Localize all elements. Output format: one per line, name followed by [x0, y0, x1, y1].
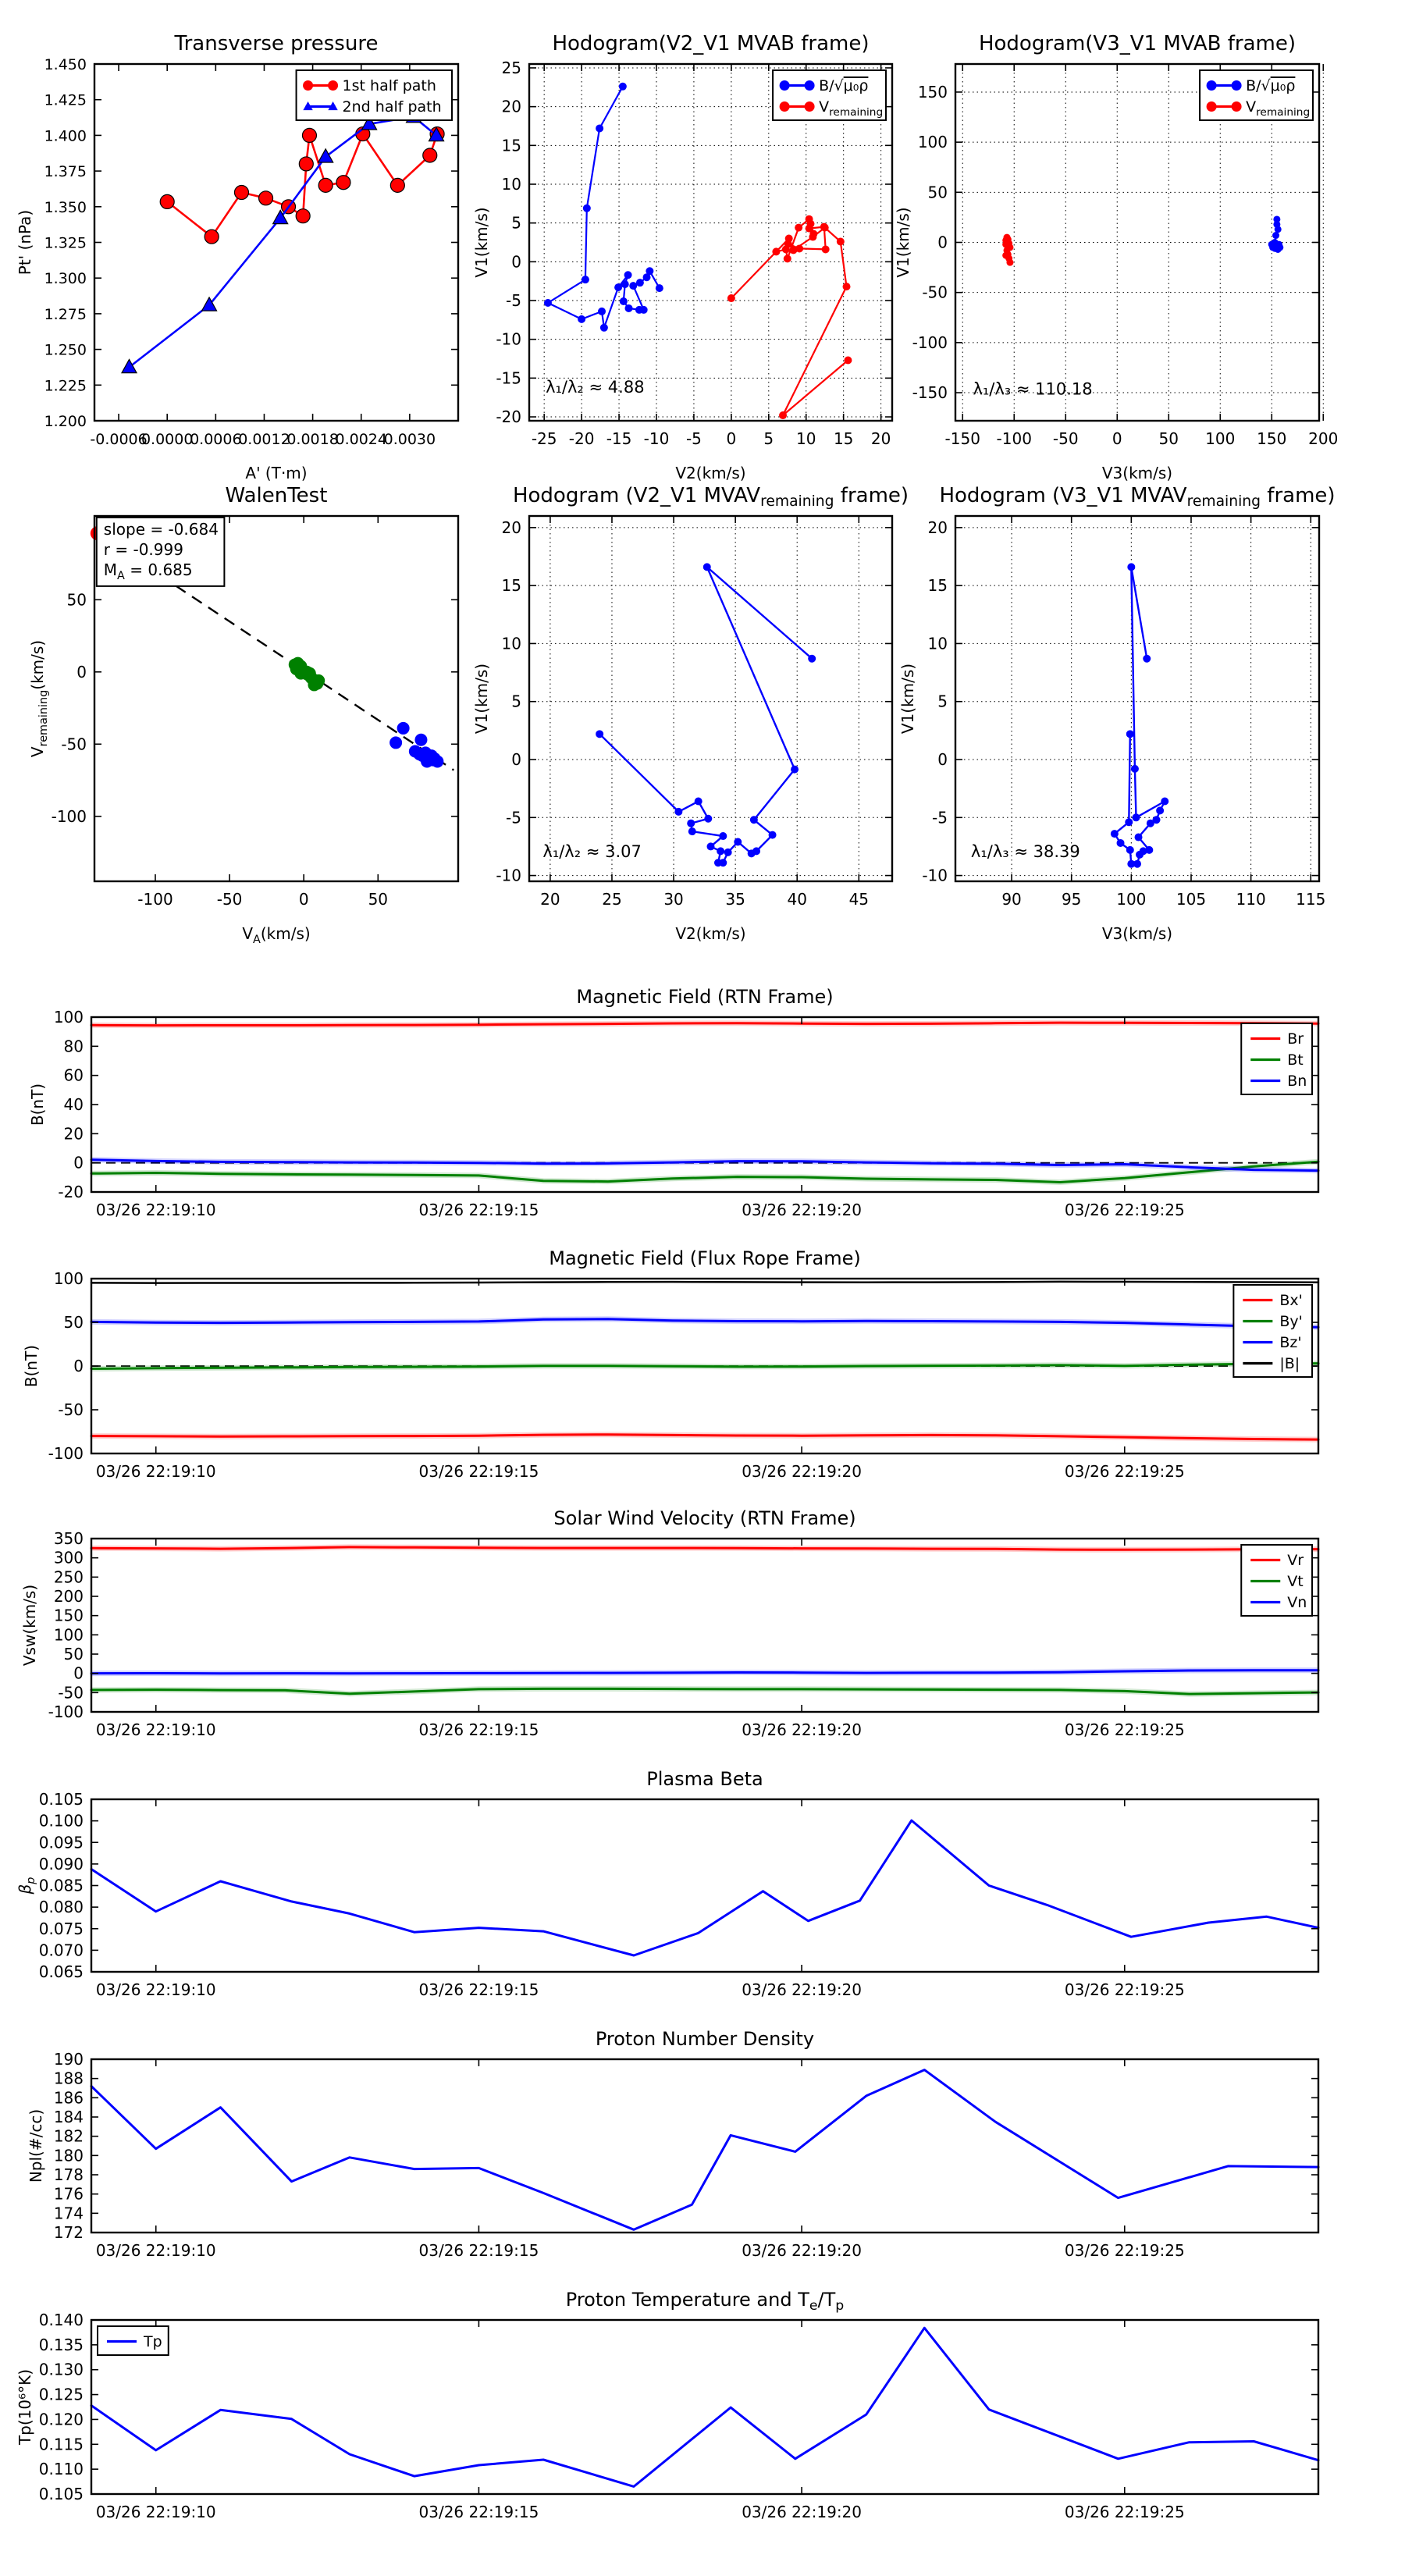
y-tick-label: 10 — [927, 634, 948, 653]
y-tick-label: 15 — [501, 576, 521, 596]
y-tick-label: 0.125 — [38, 2385, 84, 2404]
y-tick-label: -50 — [58, 1683, 84, 1703]
x-tick-label: 03/26 22:19:15 — [418, 1201, 539, 1219]
series-Npl — [91, 2070, 1318, 2230]
x-tick-label: 03/26 22:19:15 — [418, 1720, 539, 1739]
legend — [1200, 70, 1313, 120]
x-tick-label: 105 — [1176, 890, 1207, 909]
legend-label: Br — [1287, 1030, 1304, 1048]
y-tick-label: 50 — [63, 1645, 84, 1663]
series-Vr — [91, 1547, 1318, 1550]
y-tick-label: 0 — [76, 662, 87, 681]
y-tick-label: -15 — [496, 368, 521, 388]
series-V-remaining — [1002, 234, 1013, 266]
x-tick-label: 30 — [663, 890, 684, 909]
y-tick-label: 0.065 — [38, 1962, 84, 1981]
chart-title: Magnetic Field (RTN Frame) — [576, 986, 834, 1008]
y-tick-label: 0 — [937, 750, 948, 769]
legend-label: Tp — [144, 2333, 162, 2350]
chart-title: Hodogram(V2_V1 MVAB frame) — [552, 32, 870, 55]
y-tick-label: 176 — [53, 2184, 84, 2204]
y-tick-label: 100 — [53, 1625, 84, 1645]
y-tick-label: 0.085 — [38, 1876, 84, 1895]
legend-label: B/√μ₀ρ — [819, 77, 869, 94]
legend — [297, 70, 452, 120]
x-tick-label: 03/26 22:19:25 — [1064, 2503, 1185, 2521]
y-tick-label: -20 — [496, 407, 521, 427]
x-tick-label: 110 — [1236, 890, 1266, 909]
legend-label: Vt — [1287, 1573, 1304, 1590]
legend-label: Bz' — [1279, 1334, 1302, 1351]
x-tick-label: 03/26 22:19:20 — [742, 1980, 863, 1999]
y-tick-label: 0 — [511, 252, 521, 272]
chart-title: Proton Number Density — [595, 2028, 815, 2050]
series-outbound-cluster — [389, 722, 443, 768]
y-tick-label: 200 — [53, 1587, 84, 1606]
y-tick-label: 0.105 — [38, 2485, 84, 2503]
x-tick-label: 03/26 22:19:20 — [742, 1201, 863, 1219]
x-tick-label: 35 — [725, 890, 745, 909]
y-tick-label: -100 — [48, 1703, 84, 1721]
x-tick-label: 03/26 22:19:20 — [742, 2503, 863, 2521]
y-tick-label: 300 — [53, 1548, 84, 1567]
x-tick-label: 03/26 22:19:10 — [95, 2241, 216, 2260]
y-tick-label: 25 — [501, 58, 521, 77]
y-tick-label: 20 — [63, 1124, 84, 1144]
x-axis-label: V2(km/s) — [675, 924, 746, 943]
x-tick-label: -100 — [996, 429, 1032, 448]
x-axis-label: A' (T·m) — [245, 464, 308, 482]
series-B-over-sqrt-mu0rho — [1268, 215, 1284, 253]
x-tick-label: 03/26 22:19:20 — [742, 2241, 863, 2260]
x-tick-label: -50 — [1052, 429, 1079, 448]
chart-proton-temperature — [16, 2289, 1318, 2521]
y-axis-label: Pt' (nPa) — [16, 209, 34, 276]
y-tick-label: -20 — [58, 1183, 84, 1201]
annotation-box — [97, 518, 225, 586]
y-tick-label: 60 — [63, 1066, 84, 1085]
y-tick-label: 186 — [53, 2088, 84, 2108]
y-tick-label: 190 — [53, 2050, 84, 2069]
chart-hodogram-v3v1-mvav — [898, 484, 1336, 943]
y-tick-label: 350 — [53, 1529, 84, 1548]
y-tick-label: 1.400 — [44, 127, 87, 145]
x-tick-label: 03/26 22:19:15 — [418, 1462, 539, 1481]
annotation: λ₁/λ₂ ≈ 4.88 — [546, 378, 645, 397]
y-tick-label: -50 — [61, 735, 87, 754]
x-tick-label: 150 — [1257, 429, 1287, 448]
x-tick-label: 03/26 22:19:25 — [1064, 1462, 1185, 1481]
series-Tp — [91, 2328, 1318, 2486]
series-Bz-prime — [91, 1319, 1318, 1328]
y-axis-label: V1(km/s) — [472, 663, 491, 735]
y-tick-label: 5 — [511, 692, 521, 711]
x-axis-label: V2(km/s) — [675, 464, 746, 482]
y-tick-label: 0 — [73, 1153, 84, 1172]
y-tick-label: 0.130 — [38, 2360, 84, 2379]
y-tick-label: 80 — [63, 1037, 84, 1056]
x-tick-label: 10 — [796, 429, 816, 448]
plot-frame — [91, 1539, 1318, 1712]
y-tick-label: 0.095 — [38, 1833, 84, 1852]
y-axis-label: $\beta_p$ — [16, 1877, 37, 1895]
chart-title: Proton Temperature and $T_e/T_p$ — [565, 2289, 845, 2314]
series-2nd half path — [122, 109, 444, 373]
y-tick-label: 250 — [53, 1567, 84, 1587]
y-tick-label: 100 — [917, 133, 948, 152]
legend-label: 2nd half path — [342, 98, 442, 116]
chart-proton-number-density — [27, 2028, 1318, 2260]
y-axis-label: Vsw(km/s) — [20, 1584, 39, 1667]
plot-frame — [955, 516, 1319, 881]
x-tick-label: 50 — [1158, 429, 1179, 448]
x-tick-label: 03/26 22:19:25 — [1064, 1980, 1185, 1999]
y-axis-label: V1(km/s) — [898, 663, 917, 735]
chart-walen-test — [28, 484, 458, 946]
y-tick-label: -100 — [51, 806, 87, 826]
x-tick-label: 03/26 22:19:25 — [1064, 2241, 1185, 2260]
y-tick-label: 182 — [53, 2126, 84, 2146]
series-B-magnitude — [91, 1282, 1318, 1283]
grid — [955, 516, 1319, 881]
y-tick-label: -5 — [506, 291, 521, 311]
y-tick-label: 188 — [53, 2069, 84, 2088]
chart-title: Hodogram (V3_V1 MVAVremaining frame) — [939, 484, 1336, 510]
chart-title: WalenTest — [225, 484, 328, 507]
plot-frame — [91, 2059, 1318, 2233]
y-tick-label: 40 — [63, 1095, 84, 1114]
chart-hodogram-v3v1-mvab — [894, 32, 1338, 482]
series-V-remaining-trace — [1111, 563, 1168, 867]
y-axis-label: Tp(10⁶°K) — [16, 2368, 34, 2446]
y-tick-label: 0.070 — [38, 1941, 84, 1960]
x-tick-label: 115 — [1296, 890, 1326, 909]
legend-label: Bn — [1287, 1073, 1307, 1090]
y-tick-label: 1.375 — [44, 163, 87, 181]
legend-label: $V_{remaining}$ — [819, 98, 884, 119]
legend — [98, 2326, 169, 2355]
series-Br — [91, 1023, 1318, 1026]
y-tick-label: -10 — [922, 866, 948, 885]
y-tick-label: 0 — [73, 1663, 84, 1683]
chart-plasma-beta — [16, 1768, 1318, 1999]
y-axis-label: $V_{remaining}(km/s)$ — [28, 639, 50, 758]
x-tick-label: 200 — [1308, 429, 1339, 448]
series-inbound-cluster — [289, 657, 325, 692]
x-tick-label: 100 — [1205, 429, 1236, 448]
y-tick-label: -100 — [48, 1444, 84, 1463]
legend-label: Vn — [1287, 1594, 1307, 1611]
y-tick-label: 0.135 — [38, 2335, 84, 2354]
legend — [1233, 1285, 1312, 1377]
y-tick-label: 10 — [501, 634, 521, 653]
x-tick-label: -20 — [568, 429, 595, 448]
y-tick-label: -10 — [496, 866, 521, 885]
x-tick-label: 03/26 22:19:15 — [418, 1980, 539, 1999]
x-axis-label: V3(km/s) — [1101, 464, 1173, 482]
legend-label: Vr — [1287, 1552, 1304, 1569]
chart-title: Plasma Beta — [646, 1768, 763, 1790]
annotation: λ₁/λ₃ ≈ 110.18 — [973, 379, 1093, 399]
y-tick-label: -5 — [506, 808, 521, 827]
ticks — [39, 2311, 1318, 2521]
y-tick-label: 0.100 — [38, 1811, 84, 1831]
y-axis-label: V1(km/s) — [894, 207, 912, 278]
x-tick-label: 03/26 22:19:10 — [95, 2503, 216, 2521]
y-tick-label: 0 — [937, 233, 948, 252]
legend-label: $V_{remaining}$ — [1246, 98, 1311, 119]
ticks — [48, 1529, 1318, 1739]
annotation: λ₁/λ₂ ≈ 3.07 — [542, 841, 642, 861]
legend-label: Bt — [1287, 1051, 1304, 1069]
y-tick-label: 0.075 — [38, 1919, 84, 1938]
y-tick-label: 10 — [501, 174, 521, 194]
y-tick-label: -50 — [58, 1400, 84, 1419]
legend-label: By' — [1279, 1313, 1303, 1330]
x-tick-label: 95 — [1061, 890, 1082, 909]
y-tick-label: 178 — [53, 2165, 84, 2184]
x-tick-label: 03/26 22:19:15 — [418, 2503, 539, 2521]
x-tick-label: 25 — [602, 890, 622, 909]
x-tick-label: 03/26 22:19:10 — [95, 1462, 216, 1481]
y-tick-label: 1.225 — [44, 377, 87, 395]
x-tick-label: -25 — [531, 429, 557, 448]
chart-solar-wind-velocity — [20, 1507, 1318, 1739]
y-tick-label: 172 — [53, 2223, 84, 2242]
y-tick-label: 150 — [53, 1606, 84, 1625]
chart-title: Hodogram(V3_V1 MVAB frame) — [978, 32, 1297, 55]
annotation-line: slope = -0.684 — [103, 519, 219, 539]
series-Vn — [91, 1670, 1318, 1674]
y-axis-label: B(nT) — [28, 1083, 47, 1126]
y-tick-label: 1.200 — [44, 413, 87, 430]
series-beta-p — [91, 1820, 1318, 1955]
chart-hodogram-v2v1-mvav — [472, 484, 909, 943]
x-tick-label: 0.0000 — [140, 431, 194, 448]
series-B-over-sqrt-mu0rho — [544, 83, 663, 332]
annotation-line: r = -0.999 — [103, 539, 183, 559]
ticks — [48, 1269, 1318, 1481]
annotation: λ₁/λ₃ ≈ 38.39 — [970, 841, 1080, 861]
y-tick-label: 100 — [53, 1008, 84, 1026]
chart-mag-field-flux-rope — [22, 1247, 1318, 1481]
y-tick-label: 50 — [927, 183, 948, 202]
x-tick-label: 90 — [1001, 890, 1022, 909]
x-tick-label: 0.0012 — [238, 431, 290, 448]
y-tick-label: -150 — [912, 383, 948, 403]
x-tick-label: -5 — [685, 429, 702, 448]
x-tick-label: -150 — [944, 429, 980, 448]
y-tick-label: 15 — [501, 136, 521, 155]
x-tick-label: 0.0030 — [383, 431, 436, 448]
legend-label: Bx' — [1279, 1292, 1303, 1309]
plot-frame — [91, 2320, 1318, 2494]
y-tick-label: 0.115 — [38, 2435, 84, 2454]
x-tick-label: -0.0006 — [90, 431, 148, 448]
x-tick-label: -50 — [216, 890, 243, 909]
x-tick-label: 03/26 22:19:20 — [742, 1720, 863, 1739]
y-tick-label: 20 — [927, 518, 948, 537]
chart-title: Transverse pressure — [174, 32, 379, 55]
x-axis-label: V3(km/s) — [1101, 924, 1173, 943]
annotation-line: $M_A = 0.685$ — [103, 560, 193, 582]
legend — [1241, 1545, 1312, 1616]
y-tick-label: 1.425 — [44, 91, 87, 109]
x-axis-label: $V_A(km/s)$ — [242, 924, 311, 946]
x-tick-label: -10 — [643, 429, 670, 448]
y-tick-label: 50 — [66, 590, 87, 610]
x-tick-label: 0.0018 — [286, 431, 339, 448]
legend-label: |B| — [1279, 1355, 1300, 1372]
y-tick-label: 150 — [917, 82, 948, 101]
y-tick-label: 1.275 — [44, 305, 87, 323]
y-tick-label: 0.120 — [38, 2410, 84, 2429]
y-tick-label: 1.450 — [44, 56, 87, 73]
chart-transverse-pressure — [16, 32, 458, 482]
y-tick-label: 100 — [53, 1269, 84, 1288]
y-tick-label: 5 — [511, 213, 521, 233]
x-tick-label: 0 — [1112, 429, 1122, 448]
y-tick-label: 1.325 — [44, 234, 87, 252]
x-tick-label: 03/26 22:19:10 — [95, 1201, 216, 1219]
y-tick-label: -100 — [912, 333, 948, 352]
ticks — [39, 1790, 1318, 1999]
x-tick-label: -100 — [137, 890, 173, 909]
series-V-remaining — [727, 215, 852, 419]
y-axis-label: V1(km/s) — [472, 207, 491, 278]
y-axis-label: Npl(#/cc) — [27, 2108, 45, 2183]
y-tick-label: 15 — [927, 576, 948, 596]
y-tick-label: 184 — [53, 2108, 84, 2126]
series-Bn — [91, 1160, 1318, 1171]
y-tick-label: 0 — [511, 750, 521, 769]
x-tick-label: 0 — [298, 890, 309, 909]
x-tick-label: 03/26 22:19:20 — [742, 1462, 863, 1481]
y-tick-label: 1.350 — [44, 198, 87, 216]
x-tick-label: 20 — [540, 890, 560, 909]
y-tick-label: 5 — [937, 692, 948, 711]
x-tick-label: 03/26 22:19:25 — [1064, 1720, 1185, 1739]
y-tick-label: -50 — [922, 283, 948, 302]
y-tick-label: 0.105 — [38, 1790, 84, 1809]
ticks — [54, 2050, 1318, 2260]
x-tick-label: 100 — [1116, 890, 1147, 909]
legend — [773, 70, 886, 120]
x-tick-label: 50 — [368, 890, 389, 909]
x-tick-label: 03/26 22:19:10 — [95, 1980, 216, 1999]
series-V-remaining-trace — [596, 563, 816, 866]
x-tick-label: 5 — [763, 429, 774, 448]
series-Vt — [91, 1688, 1318, 1694]
y-tick-label: -5 — [932, 808, 948, 827]
legend-label: B/√μ₀ρ — [1246, 77, 1296, 94]
series-Bx-prime — [91, 1435, 1318, 1439]
x-tick-label: 0.0006 — [190, 431, 242, 448]
x-tick-label: 0.0024 — [335, 431, 387, 448]
y-tick-label: 1.300 — [44, 270, 87, 288]
y-tick-label: 0.140 — [38, 2311, 84, 2329]
ticks — [54, 1008, 1318, 1219]
y-axis-label: B(nT) — [22, 1344, 41, 1388]
legend — [1241, 1023, 1312, 1094]
series-1st half path — [160, 127, 444, 244]
chart-title: Hodogram (V2_V1 MVAVremaining frame) — [512, 484, 909, 510]
y-tick-label: 180 — [53, 2146, 84, 2165]
x-tick-label: 45 — [848, 890, 870, 909]
x-tick-label: 0 — [726, 429, 737, 448]
y-tick-label: 1.250 — [44, 341, 87, 359]
chart-hodogram-v2v1-mvab — [472, 32, 892, 482]
chart-title: Solar Wind Velocity (RTN Frame) — [553, 1507, 856, 1529]
x-tick-label: 40 — [787, 890, 807, 909]
x-tick-label: -15 — [606, 429, 632, 448]
series-By-prime — [91, 1364, 1318, 1369]
y-tick-label: -10 — [496, 329, 521, 349]
plot-frame — [91, 1799, 1318, 1972]
x-tick-label: 15 — [833, 429, 854, 448]
y-tick-label: 0.090 — [38, 1854, 84, 1873]
x-tick-label: 03/26 22:19:15 — [418, 2241, 539, 2260]
y-tick-label: 50 — [63, 1313, 84, 1332]
x-tick-label: 20 — [870, 429, 891, 448]
y-tick-label: 20 — [501, 518, 521, 537]
chart-mag-field-rtn — [28, 986, 1318, 1219]
y-tick-label: 174 — [53, 2204, 84, 2223]
chart-title: Magnetic Field (Flux Rope Frame) — [549, 1247, 861, 1269]
legend-label: 1st half path — [342, 77, 436, 94]
y-tick-label: 0 — [73, 1357, 84, 1375]
x-tick-label: 03/26 22:19:25 — [1064, 1201, 1185, 1219]
y-tick-label: 0.080 — [38, 1898, 84, 1917]
y-tick-label: 20 — [501, 97, 521, 116]
y-tick-label: 0.110 — [38, 2460, 84, 2479]
x-tick-label: 03/26 22:19:10 — [95, 1720, 216, 1739]
